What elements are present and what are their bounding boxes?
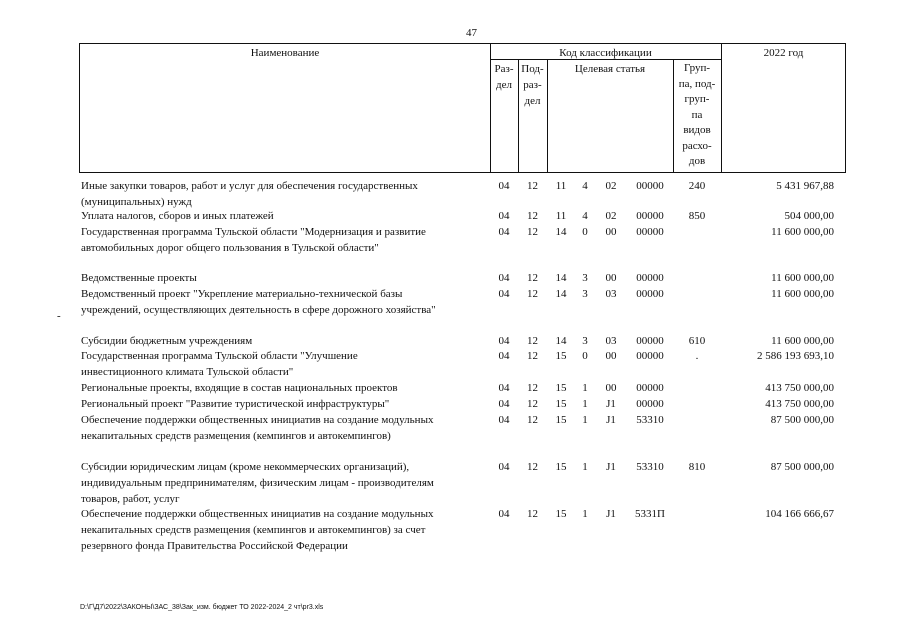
header-code-group: Код классификации — [559, 47, 652, 59]
row-amount: 504 000,00 — [784, 210, 834, 222]
row-name — [81, 224, 481, 256]
row-amount: 11 600 000,00 — [771, 288, 834, 300]
row-podrazdel: 12 — [527, 350, 538, 362]
row-name — [81, 333, 481, 349]
row-target-element: 02 — [605, 180, 617, 192]
row-target-direction: 53310 — [636, 414, 664, 426]
row-podrazdel: 12 — [527, 382, 538, 394]
row-target-program: 11 — [555, 180, 567, 192]
row-expense-type: 610 — [688, 335, 706, 347]
header-year: 2022 год — [763, 47, 804, 59]
row-target-subprogram: 3 — [582, 288, 588, 300]
header-target: Целевая статья — [574, 63, 646, 75]
row-name — [81, 178, 481, 210]
row-name-line: (муниципальных) нужд — [81, 196, 192, 208]
row-name-line: товаров, работ, услуг — [81, 493, 180, 505]
row-expense-type: . — [695, 350, 699, 362]
row-razdel: 04 — [498, 210, 510, 222]
row-target-subprogram: 3 — [582, 272, 588, 284]
row-target-element: J1 — [606, 398, 616, 410]
header-podrazdel: Под- раз- дел — [521, 63, 544, 107]
row-name — [81, 348, 481, 380]
row-expense-type: 810 — [688, 461, 706, 473]
row-razdel: 04 — [498, 398, 510, 410]
row-target-subprogram: 1 — [582, 508, 588, 520]
row-amount: 11 600 000,00 — [771, 335, 834, 347]
row-target-subprogram: 0 — [582, 226, 588, 238]
row-amount: 87 500 000,00 — [770, 414, 834, 426]
row-name-line: резервного фонда Правительства Российской Федерации — [81, 540, 348, 552]
row-amount: 2 586 193 693,10 — [757, 350, 834, 362]
footer-path: D:\Г\Д7\2022\ЗАКОНЫ\ЗАС_38\Зак_изм. бюджет ТО 2022-2024_2 чт\pr3.xls — [80, 604, 324, 611]
row-amount: 104 166 666,67 — [765, 508, 834, 520]
row-name-line: некапитальных средств размещения (кемпингов и автокемпингов) — [81, 430, 391, 442]
row-target-program: 15 — [555, 508, 567, 520]
header-frame — [79, 43, 846, 173]
row-name — [81, 270, 481, 286]
row-name-line: Субсидии бюджетным учреждениям — [81, 335, 253, 347]
row-target-direction: 00000 — [636, 180, 664, 192]
row-name — [81, 208, 481, 224]
row-name-line: Обеспечение поддержки общественных инициатив на создание модульных — [81, 414, 434, 426]
row-target-element: 00 — [605, 272, 617, 284]
row-target-direction: 53310 — [636, 461, 664, 473]
row-target-subprogram: 1 — [582, 382, 588, 394]
row-target-subprogram: 3 — [582, 335, 588, 347]
row-podrazdel: 12 — [527, 180, 538, 192]
row-name — [81, 506, 481, 554]
row-name — [81, 459, 481, 507]
row-target-program: 11 — [555, 210, 567, 222]
row-name-line: Иные закупки товаров, работ и услуг для обеспечения государственных — [81, 180, 418, 192]
row-razdel: 04 — [498, 508, 510, 520]
row-name — [81, 412, 481, 444]
row-podrazdel: 12 — [527, 210, 538, 222]
row-name-line: Ведомственный проект "Укрепление материально-технической базы — [81, 288, 403, 300]
header-razdel: Раз- дел — [494, 63, 514, 91]
row-target-direction: 00000 — [636, 272, 664, 284]
row-podrazdel: 12 — [527, 288, 538, 300]
row-amount: 413 750 000,00 — [765, 382, 834, 394]
row-target-subprogram: 4 — [582, 180, 588, 192]
row-target-program: 14 — [555, 335, 567, 347]
row-name — [81, 380, 481, 396]
row-target-element: J1 — [606, 508, 616, 520]
row-target-direction: 00000 — [636, 210, 664, 222]
row-name-line: инвестиционного климата Тульской области" — [81, 366, 294, 378]
row-target-element: 03 — [605, 288, 617, 300]
row-expense-type: 850 — [688, 210, 706, 222]
row-amount: 87 500 000,00 — [770, 461, 834, 473]
row-razdel: 04 — [498, 461, 510, 473]
header-vid: Груп- па, под- груп- па видов расхо- дов — [678, 62, 716, 167]
row-podrazdel: 12 — [527, 226, 538, 238]
row-target-direction: 00000 — [636, 382, 664, 394]
row-razdel: 04 — [498, 335, 510, 347]
row-target-program: 15 — [555, 398, 567, 410]
row-name-line: Государственная программа Тульской области "Модернизация и развитие — [81, 226, 426, 238]
row-target-program: 15 — [555, 382, 567, 394]
row-razdel: 04 — [498, 272, 510, 284]
row-target-direction: 5331П — [635, 508, 665, 520]
row-amount: 11 600 000,00 — [771, 272, 834, 284]
row-podrazdel: 12 — [527, 461, 538, 473]
row-name-line: автомобильных дорог общего пользования в Тульской области" — [81, 242, 379, 254]
row-target-program: 15 — [555, 414, 567, 426]
row-amount: 5 431 967,88 — [776, 180, 834, 192]
row-name-line: Субсидии юридическим лицам (кроме некоммерческих организаций), — [81, 461, 410, 473]
row-amount: 11 600 000,00 — [771, 226, 834, 238]
row-target-program: 14 — [555, 272, 567, 284]
row-podrazdel: 12 — [527, 335, 538, 347]
row-target-program: 14 — [555, 288, 567, 300]
row-name — [81, 286, 481, 318]
row-podrazdel: 12 — [527, 272, 538, 284]
row-target-subprogram: 1 — [582, 414, 588, 426]
margin-mark: - — [57, 310, 61, 322]
row-expense-type: 240 — [688, 180, 706, 192]
row-name-line: индивидуальным предпринимателям, физическим лицам - производителям — [81, 477, 434, 489]
row-target-subprogram: 4 — [582, 210, 588, 222]
row-name — [81, 396, 481, 412]
row-target-program: 15 — [555, 461, 567, 473]
row-podrazdel: 12 — [527, 398, 538, 410]
row-name-line: учреждений, осуществляющих деятельность в сфере дорожного хозяйства" — [81, 304, 436, 316]
row-razdel: 04 — [498, 350, 510, 362]
row-target-element: 03 — [605, 335, 617, 347]
row-target-element: 02 — [605, 210, 617, 222]
row-target-direction: 00000 — [636, 350, 664, 362]
row-target-direction: 00000 — [636, 288, 664, 300]
row-name-line: Государственная программа Тульской области "Улучшение — [81, 350, 358, 362]
row-name-line: Региональный проект "Развитие туристической инфраструктуры" — [81, 398, 390, 410]
row-name-line: некапитальных средств размещения (кемпингов и автокемпингов) за счет — [81, 524, 426, 536]
header-name: Наименование — [250, 47, 320, 59]
row-target-subprogram: 1 — [582, 398, 588, 410]
row-razdel: 04 — [498, 180, 510, 192]
row-target-program: 14 — [555, 226, 567, 238]
row-podrazdel: 12 — [527, 414, 538, 426]
row-name-line: Уплата налогов, сборов и иных платежей — [81, 210, 274, 222]
row-target-program: 15 — [555, 350, 567, 362]
row-target-element: J1 — [606, 461, 616, 473]
row-target-direction: 00000 — [636, 335, 664, 347]
row-target-element: J1 — [606, 414, 616, 426]
row-target-subprogram: 1 — [582, 461, 588, 473]
row-amount: 413 750 000,00 — [765, 398, 834, 410]
row-target-direction: 00000 — [636, 226, 664, 238]
row-target-subprogram: 0 — [582, 350, 588, 362]
page-number: 47 — [466, 27, 477, 39]
row-target-element: 00 — [605, 350, 617, 362]
row-target-direction: 00000 — [636, 398, 664, 410]
row-razdel: 04 — [498, 288, 510, 300]
row-razdel: 04 — [498, 226, 510, 238]
row-target-element: 00 — [605, 382, 617, 394]
row-target-element: 00 — [605, 226, 617, 238]
row-name-line: Обеспечение поддержки общественных инициатив на создание модульных — [81, 508, 434, 520]
row-name-line: Региональные проекты, входящие в состав национальных проектов — [81, 382, 398, 394]
row-razdel: 04 — [498, 414, 510, 426]
row-podrazdel: 12 — [527, 508, 538, 520]
row-name-line: Ведомственные проекты — [81, 272, 197, 284]
row-razdel: 04 — [498, 382, 510, 394]
